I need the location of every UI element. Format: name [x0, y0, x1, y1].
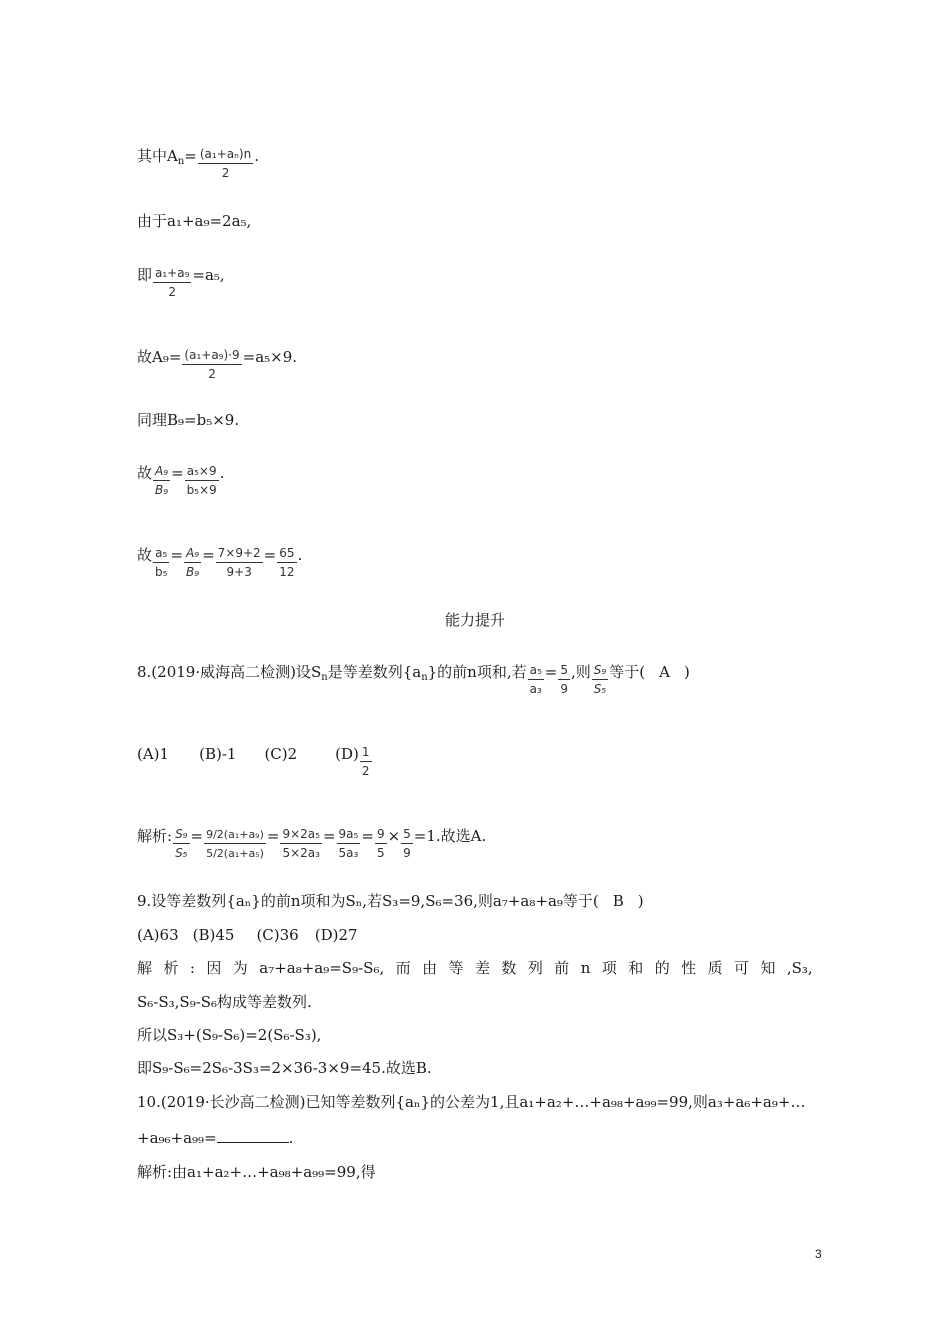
- option-b: (B)-1: [199, 745, 237, 763]
- page-number: 3: [815, 1247, 822, 1261]
- solution-q10: 解析:由a₁+a₂+…+a₉₈+a₉₉=99,得: [137, 1163, 376, 1181]
- section-title: 能力提升: [444, 611, 505, 629]
- option-a: (A)63: [137, 926, 179, 944]
- fraction-S9-S5: $\frac{\text{S₉}}{\text{S₅}}$: [593, 663, 607, 696]
- answer-q9: B: [612, 892, 624, 910]
- option-d: (D)27: [314, 926, 358, 944]
- sol-fraction-S9-S5: $\frac{\text{S₉}}{\text{S₅}}$: [175, 827, 188, 860]
- sol-fraction-9-5: $\frac{9}{5}$: [376, 827, 385, 860]
- fraction-5-9: $\frac{5}{9}$: [560, 663, 569, 696]
- options-q9: [137, 925, 358, 945]
- question-10-line2: +a₉₆+a₉₉= .: [137, 1129, 294, 1147]
- solution-q9-line4: 即S₉-S₆=2S₆-3S₃=2×36-3×9=45.故选B.: [137, 1059, 432, 1077]
- line-b9: 同理B₉=b₅×9.: [137, 411, 240, 429]
- fraction-half-sum: $\frac{\text{a₁+a₉}}{2}$: [155, 266, 190, 299]
- sol-fraction-5-9: $\frac{5}{9}$: [403, 827, 411, 860]
- fraction-7x9: $\frac{7\times 9+2}{9+3}$: [217, 546, 261, 579]
- solution-q9-line1: 解 析 : 因 为 a₇+a₈+a₉=S₉-S₆, 而 由 等 差 数 列 前 n 项 和 的 性 质 可 知 ,S₃,: [137, 959, 813, 977]
- sol-fraction-sums: $\frac{\text{9/2(a₁+a₉)}}{\text{5/2(a₁+a₅)}}$: [206, 828, 264, 860]
- fraction-65-12: $\frac{65}{12}$: [279, 546, 295, 579]
- fraction-A9-B9-b: $\frac{\text{A₉}}{\text{B₉}}$: [186, 546, 200, 579]
- line-half-sum: 即 $\frac{\text{a₁+a₉}}{2}$ =a₅,: [137, 266, 225, 299]
- option-d: (D) $\frac{1}{2}$: [335, 745, 370, 778]
- question-10-line1: 10.(2019·长沙高二检测)已知等差数列{aₙ}的公差为1,且a₁+a₂+…+a₉₈+a₉₉=99,则a₃+a₆+a₉+…: [137, 1093, 806, 1111]
- solution-q9-line3: 所以S₃+(S₉-S₆)=2(S₆-S₃),: [137, 1026, 322, 1044]
- line-an-definition: 其中$A_n=$ $\frac{\text{(a₁+aₙ)n}}{2}$ .: [137, 147, 259, 180]
- question-8: 8.(2019·威海高二检测)设$S_n$是等差数列$\{a_n\}$的前n项和,若 $\frac{\text{a₅}}{\text{a₃}}$ = $\frac{5}{9}$ ,则 $\frac{\text{S₉}}{\text{S₅}}$ 等于( A ): [137, 663, 690, 696]
- option-c: (C)36: [256, 926, 299, 944]
- fraction-an: $\frac{\text{(a₁+aₙ)n}}{2}$: [199, 147, 252, 180]
- sol-fraction-9a5: $\frac{\text{9a₅}}{\text{5a₃}}$: [338, 827, 359, 860]
- answer-q8: A: [659, 663, 670, 681]
- fraction-a9: $\frac{\text{(a₁+a₉)·9}}{2}$: [184, 348, 240, 381]
- options-q8: [137, 738, 373, 778]
- fraction-a5-a3: $\frac{\text{a₅}}{\text{a₃}}$: [529, 663, 542, 696]
- fraction-A9-B9: $\frac{\text{A₉}}{\text{B₉}}$: [155, 464, 169, 497]
- line-ratio-a9-b9: 故 $\frac{\text{A₉}}{\text{B₉}}$ = $\frac{\text{a₅×9}}{\text{b₅×9}}$ .: [137, 464, 225, 497]
- fraction-one-half: $\frac{1}{2}$: [361, 745, 370, 778]
- line-final-ratio: 故 $\frac{\text{a₅}}{\text{b₅}}$ = $\frac{\text{A₉}}{\text{B₉}}$ = $\frac{7\times 9+2}{9+3}$ = $\frac{65}{12}$ .: [137, 546, 303, 579]
- sol-fraction-2a5: $\frac{\text{9×2a₅}}{\text{5×2a₃}}$: [282, 827, 320, 860]
- fraction-a5-b5-9: $\frac{\text{a₅×9}}{\text{b₅×9}}$: [186, 464, 217, 497]
- answer-blank[interactable]: [217, 1128, 289, 1143]
- option-c: (C)2: [264, 745, 298, 763]
- line-a1-a9: 由于a₁+a₉=2a₅,: [137, 212, 252, 230]
- option-b: (B)45: [192, 926, 235, 944]
- question-9: 9.设等差数列{aₙ}的前n项和为Sₙ,若S₃=9,S₆=36,则a₇+a₈+a₉等于( B ): [137, 892, 644, 910]
- solution-q8: 解析: $\frac{\text{S₉}}{\text{S₅}}$ = $\frac{\text{9/2(a₁+a₉)}}{\text{5/2(a₁+a₅)}}$ = $\frac{\text{9×2a₅}}{\text{5×2a₃}}$ = $\frac{\text{9a₅}}{\text{5a₃}}$ = $\frac{9}{5}$ × $\frac{5}{9}$ =1.故选A.: [137, 827, 487, 860]
- fraction-a5-b5: $\frac{\text{a₅}}{\text{b₅}}$: [155, 546, 168, 579]
- line-a9: 故A₉= $\frac{\text{(a₁+a₉)·9}}{2}$ =a₅×9.: [137, 348, 298, 381]
- option-a: (A)1: [137, 745, 170, 763]
- solution-q9-line2: S₆-S₃,S₉-S₆构成等差数列.: [137, 993, 312, 1011]
